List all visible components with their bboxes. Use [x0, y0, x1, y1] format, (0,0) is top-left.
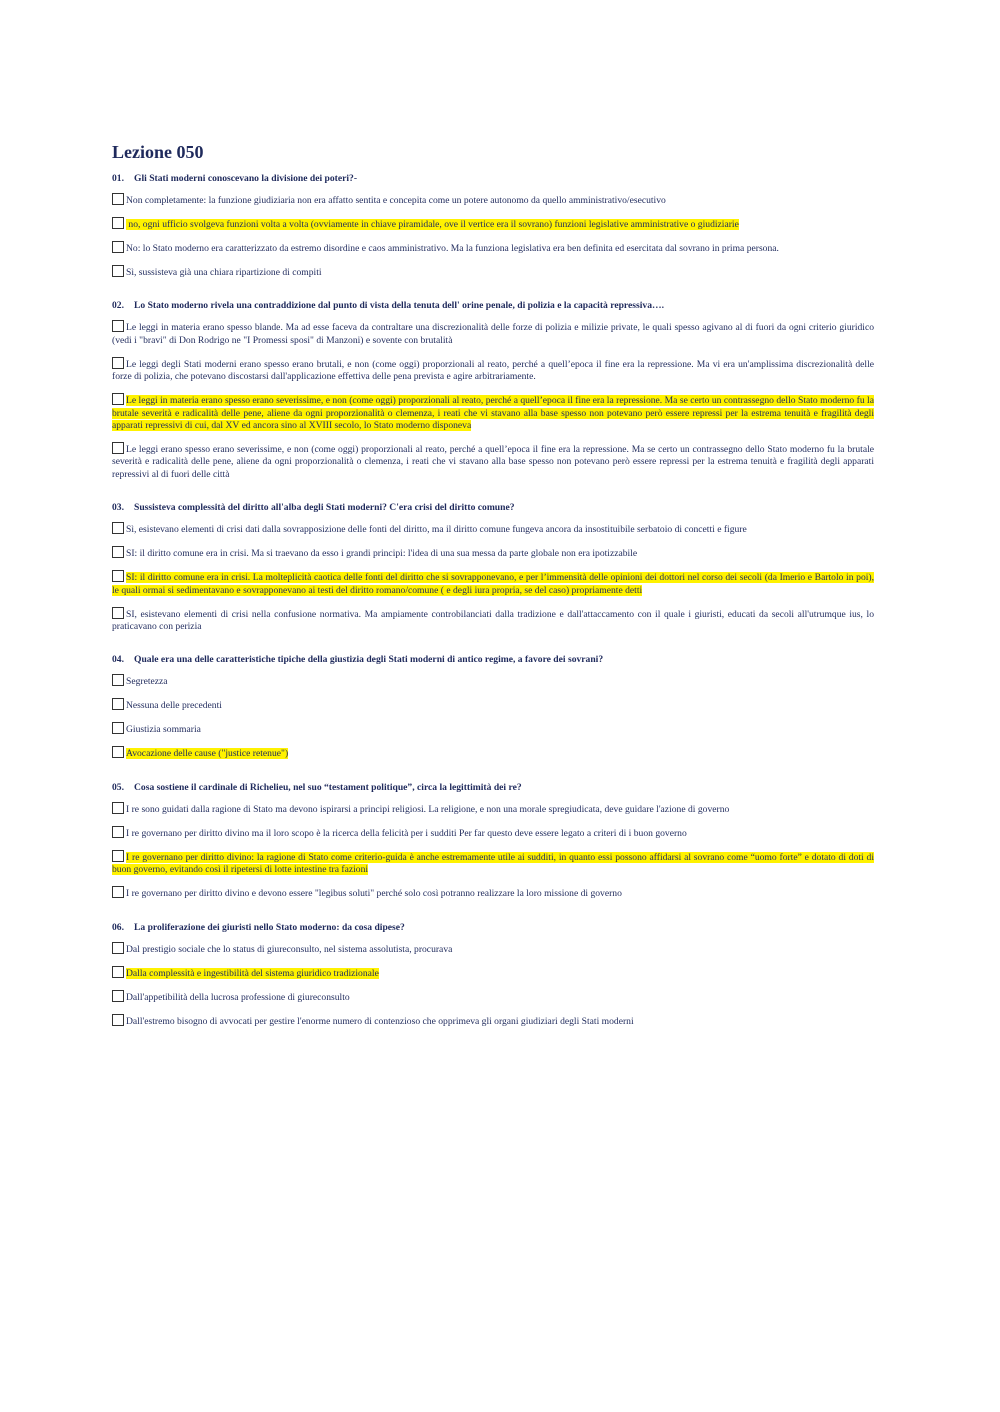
- answer-checkbox[interactable]: [112, 826, 124, 838]
- answer-text: Dall'appetibilità della lucrosa professione di giureconsulto: [126, 991, 350, 1003]
- answer-option: [112, 546, 874, 560]
- answer-checkbox[interactable]: [112, 442, 124, 454]
- answer-option: [112, 320, 874, 347]
- answer-option: [112, 607, 874, 634]
- answer-checkbox[interactable]: [112, 674, 124, 686]
- answer-checkbox[interactable]: [112, 357, 124, 369]
- answer-checkbox[interactable]: [112, 320, 124, 332]
- question-text: Gli Stati moderni conoscevano la divisione dei poteri?-: [134, 173, 358, 184]
- answer-text: Dal prestigio sociale che lo status di giureconsulto, nel sistema assolutista, procurava: [126, 943, 453, 955]
- answer-checkbox[interactable]: [112, 217, 124, 229]
- answer-option: [112, 990, 874, 1004]
- answer-checkbox[interactable]: [112, 990, 124, 1002]
- answer-option: [112, 442, 874, 481]
- answer-text: Le leggi degli Stati moderni erano spesso erano brutali, e non (come oggi) proporzionali al reato, perché a quell’epoca il fine era la repressione. Ma vi era un'amplissima discrezionalità delle forze di polizia, che potevano discostarsi dall'applicazione effettiva delle pena prevista e agire arbitrariamente.: [112, 358, 874, 383]
- answer-option: [112, 265, 874, 279]
- answer-checkbox[interactable]: [112, 850, 124, 862]
- question-text: La proliferazione dei giuristi nello Stato moderno: da cosa dipese?: [134, 921, 405, 933]
- question-number: 02.: [112, 300, 124, 312]
- answer-text: Segretezza: [126, 676, 168, 688]
- answer-text: Le leggi erano spesso erano severissime, e non (come oggi) proporzionali al reato, perché a quell’epoca il fine era la repressione. Ma se certo un contrassegno dello Stato moderno fu la brutale severità e radicalità delle pene, aliene da ogni proporzionalità o clemenza, i reati che vi stavano alla base spesso non potevano però essere repressi per la estrema tenuità e fragilità degli apparati repressivi al di fuori delle città: [112, 444, 874, 480]
- answer-text: SI: il diritto comune era in crisi. Ma si traevano da esso i grandi principi: l'idea di una sua messa da parte globale non era ipotizzabile: [126, 548, 638, 560]
- question-heading: [112, 501, 874, 514]
- answer-option: [112, 850, 874, 877]
- answer-text: Dall'estremo bisogno di avvocati per gestire l'enorme numero di contenzioso che opprimeva gli organi giudiziari degli Stati moderni: [126, 1015, 634, 1027]
- answer-checkbox[interactable]: [112, 265, 124, 277]
- question-text: Cosa sostiene il cardinale di Richelieu, nel suo “testament politique”, circa la legittimità dei re?: [134, 781, 522, 793]
- answer-text: SI, esistevano elementi di crisi nella confusione normativa. Ma ampiamente controbilanciati dalla tradizione e dall'attaccamento con il quale i giuristi, educati da secoli all'utrumque ius, lo praticavano con perizia: [112, 608, 874, 633]
- answer-option: [112, 802, 874, 816]
- question-block: [112, 921, 874, 1028]
- answer-option: [112, 570, 874, 597]
- question-number: 06.: [112, 921, 124, 933]
- answer-option: [112, 193, 874, 207]
- answer-text: I re sono guidati dalla ragione di Stato ma devono ispirarsi a principi religiosi. La religione, e non una morale spregiudicata, deve guidare l'azione di governo: [126, 803, 730, 815]
- answer-text: Non completamente: la funzione giudiziaria non era affatto sentita e concepita come un potere autonomo da quello amministrativo/esecutivo: [126, 195, 666, 206]
- answer-checkbox[interactable]: [112, 570, 124, 582]
- question-list: [112, 172, 874, 1028]
- answer-text: Giustizia sommaria: [126, 724, 201, 736]
- answer-checkbox[interactable]: [112, 802, 124, 814]
- answer-option: [112, 522, 874, 536]
- answer-checkbox[interactable]: [112, 607, 124, 619]
- answer-checkbox[interactable]: [112, 522, 124, 534]
- question-number: 04.: [112, 654, 124, 666]
- question-text: Quale era una delle caratteristiche tipiche della giustizia degli Stati moderni di antico regime, a favore dei sovrani?: [134, 654, 604, 666]
- answer-option: [112, 886, 874, 900]
- answer-option: [112, 1014, 874, 1028]
- question-block: [112, 172, 874, 279]
- answer-option: [112, 826, 874, 840]
- answer-text: No: lo Stato moderno era caratterizzato da estremo disordine e caos amministrativo. Ma la funziona legislativa era ben definita ed esercitata dal sovrano in prima persona.: [126, 243, 779, 254]
- question-number: 03.: [112, 502, 124, 514]
- answer-text: Sì, esistevano elementi di crisi dati dalla sovrapposizione delle fonti del diritto, ma il diritto comune fungeva ancora da insostituibile serbatoio di concetti e figure: [126, 524, 747, 536]
- answer-checkbox[interactable]: [112, 942, 124, 954]
- answer-checkbox[interactable]: [112, 193, 124, 205]
- answer-text: Le leggi in materia erano spesso blande. Ma ad esse faceva da contraltare una discrezionalità delle forze di polizia e milizie private, le quali spesso agivano al di fuori da ogni criterio giuridico (vedi i "bravi" di Don Rodrigo ne "I Promessi sposi" di Manzoni) e sovente con brutalità: [112, 322, 874, 346]
- answer-text: Sì, sussisteva già una chiara ripartizione di compiti: [126, 267, 322, 278]
- question-heading: [112, 172, 874, 185]
- question-block: [112, 299, 874, 481]
- answer-option: [112, 217, 874, 231]
- answer-checkbox[interactable]: [112, 698, 124, 710]
- answer-text: Nessuna delle precedenti: [126, 700, 222, 712]
- answer-checkbox[interactable]: [112, 1014, 124, 1026]
- question-heading: [112, 299, 874, 312]
- answer-option: [112, 241, 874, 255]
- answer-option: [112, 357, 874, 384]
- answer-text-highlighted: I re governano per diritto divino: la ragione di Stato come criterio-guida è anche estremamente utile ai sudditi, in quanto essi possono affidarsi al sovrano come “uomo forte” e dotato di doti di buon governo, evitando così il ripetersi di lotte intestine tra fazioni: [112, 851, 874, 876]
- answer-text-highlighted: Dalla complessità e ingestibilità del sistema giuridico tradizionale: [126, 967, 379, 979]
- answer-checkbox[interactable]: [112, 746, 124, 758]
- question-heading: [112, 653, 874, 666]
- document-page: [112, 140, 874, 1048]
- answer-text-highlighted: Le leggi in materia erano spesso erano severissime, e non (come oggi) proporzionali al reato, perché a quell’epoca il fine era la repressione. Ma se certo un contrassegno dello Stato moderno fu la brutale severità e radicalità delle pene, aliene da ogni proporzionalità o clemenza, i reati che vi stavano alla base spesso non potevano però essere repressi per la estrema tenuità e fragilità degli apparati repressivi di cui, dal XV ed ancora sino al XVIII secolo, lo Stato moderno disponeva: [112, 395, 874, 432]
- question-number: 05.: [112, 781, 124, 793]
- answer-text-highlighted: Avocazione delle cause ("justice retenue"): [126, 748, 289, 760]
- question-block: [112, 501, 874, 633]
- answer-option: [112, 674, 874, 688]
- answer-option: [112, 393, 874, 432]
- answer-option: [112, 966, 874, 980]
- answer-text: I re governano per diritto divino e devono essere "legibus soluti" perché solo così potranno realizzare la loro missione di governo: [126, 888, 622, 900]
- question-block: [112, 781, 874, 901]
- question-heading: [112, 781, 874, 794]
- answer-option: [112, 698, 874, 712]
- answer-text-highlighted: no, ogni ufficio svolgeva funzioni volta a volta (ovviamente in chiave piramidale, ove il vertice era il sovrano) funzioni legislative amministrative o giudiziarie: [126, 219, 739, 230]
- answer-text: I re governano per diritto divino ma il loro scopo è la ricerca della felicità per i sudditi Per far questo deve essere legato a criteri di i buon governo: [126, 827, 687, 839]
- answer-checkbox[interactable]: [112, 241, 124, 253]
- answer-option: [112, 942, 874, 956]
- question-text: Lo Stato moderno rivela una contraddizione dal punto di vista della tenuta dell' orine penale, di polizia e la capacità repressiva….: [134, 300, 664, 312]
- answer-checkbox[interactable]: [112, 393, 124, 405]
- question-block: [112, 653, 874, 760]
- answer-text-highlighted: SI: il diritto comune era in crisi. La molteplicità caotica delle fonti del diritto che si sovrapponevano, e per l’immensità delle opinioni dei dottori nel corso dei secoli (da Imerio e Bartolo in poi), le quali ormai si sedimentavano e sovrapponevano ai testi del diritto romano/comune ( e degli iura propria, se del caso) propriamente detti: [112, 572, 874, 596]
- answer-option: [112, 722, 874, 736]
- answer-checkbox[interactable]: [112, 546, 124, 558]
- lesson-title: Lezione 050: [112, 142, 204, 162]
- answer-checkbox[interactable]: [112, 966, 124, 978]
- answer-checkbox[interactable]: [112, 722, 124, 734]
- question-text: Sussisteva complessità del diritto all'alba degli Stati moderni? C'era crisi del diritto comune?: [134, 502, 515, 514]
- answer-option: [112, 746, 874, 760]
- question-heading: [112, 921, 874, 934]
- answer-checkbox[interactable]: [112, 886, 124, 898]
- question-number: 01.: [112, 173, 124, 184]
